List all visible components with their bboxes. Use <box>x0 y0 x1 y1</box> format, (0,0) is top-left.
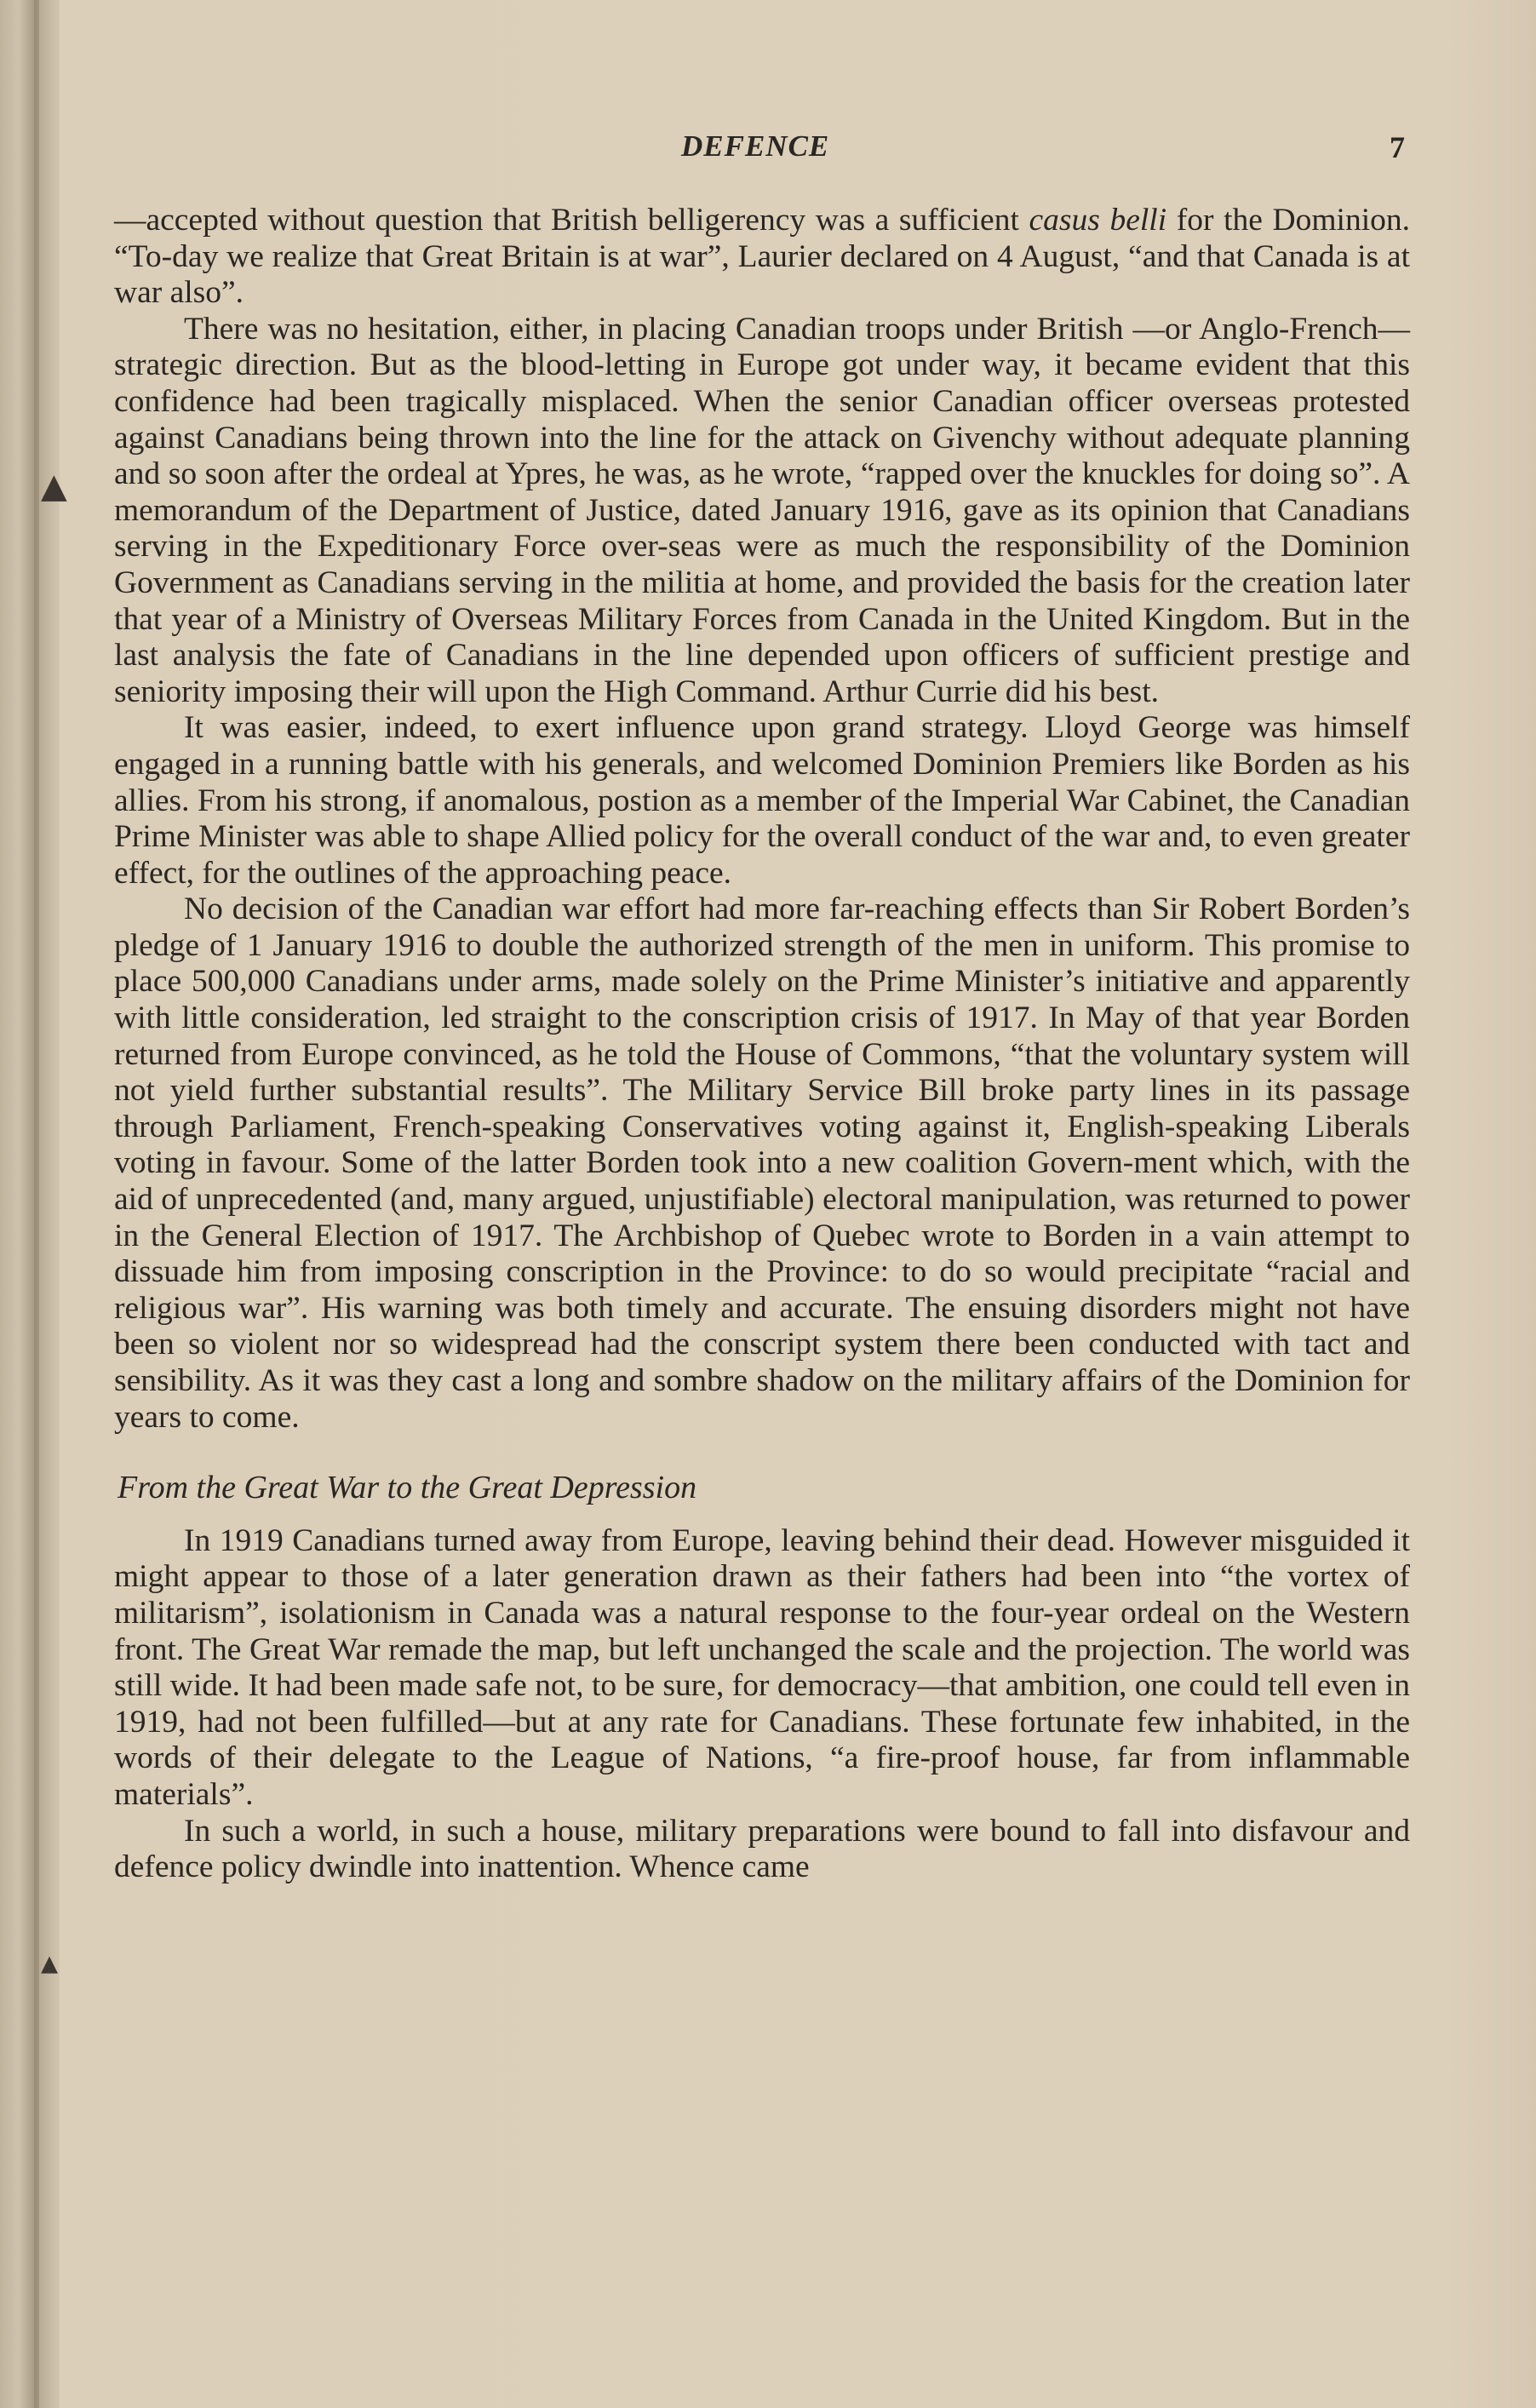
page-number: 7 <box>1390 130 1405 164</box>
paragraph: In 1919 Canadians turned away from Europe, leaving behind their dead. However misguided it might appear to those of a later generation drawn as their fathers had been into “the vortex of militarism”, isolationism in Canada was a natural response to the four-year ordeal on the Western front. The Great War remade the map, but left unchanged the scale and the projection. The world was still wide. It had been made safe not, to be sure, for democracy—that ambition, one could tell even in 1919, had not been fulfilled—but at any rate for Canadians. These fortunate few inhabited, in the words of their delegate to the League of Nations, “a fire-proof house, far from inflammable materials”. <box>114 1522 1410 1812</box>
latin-phrase: casus belli <box>1029 203 1167 238</box>
binding-mark-icon: ▲ <box>41 467 67 506</box>
paragraph: No decision of the Canadian war effort had more far-reaching effects than Sir Robert Borden’s pledge of 1 January 1916 to double the authorized strength of the men in uniform. This promise to place 500,000 Canadians under arms, made solely on the Prime Minister’s initiative and apparently with little consideration, led straight to the conscription crisis of 1917. In May of that year Borden returned from Europe convinced, as he told the House of Commons, “that the voluntary system will not yield further substantial results”. The Military Service Bill broke party lines in its passage through Parliament, French-speaking Conservatives voting against it, English-speaking Liberals voting in favour. Some of the latter Borden took into a new coalition Govern-ment which, with the aid of unprecedented (and, many argued, unjustifiable) electoral manipulation, was returned to power in the General Election of 1917. The Archbishop of Quebec wrote to Borden in a vain attempt to dissuade him from imposing conscription in the Province: to do so would precipitate “racial and religious war”. His warning was both timely and accurate. The ensuing disorders might not have been so violent nor so widespread had the conscript system there been conducted with tact and sensibility. As it was they cast a long and sombre shadow on the military affairs of the Dominion for years to come. <box>114 892 1410 1435</box>
page-header <box>0 129 1536 172</box>
paragraph: In such a world, in such a house, military preparations were bound to fall into disfavour and defence policy dwindle into inattention. Whence came <box>114 1813 1410 1885</box>
running-head: DEFENCE <box>681 129 830 163</box>
paragraph: It was easier, indeed, to exert influence upon grand strategy. Lloyd George was himself engaged in a running battle with his generals, and welcomed Dominion Premiers like Borden as his allies. From his strong, if anomalous, postion as a member of the Imperial War Cabinet, the Canadian Prime Minister was able to shape Allied policy for the overall conduct of the war and, to even greater effect, for the outlines of the approaching peace. <box>114 710 1410 891</box>
book-spine <box>0 0 60 2408</box>
section-heading: From the Great War to the Great Depression <box>117 1470 697 1506</box>
paragraph: There was no hesitation, either, in placing Canadian troops under British —or Anglo-French—strategic direction. But as the blood-letting in Europe got under way, it became evident that this confidence had been tragically misplaced. When the senior Canadian officer overseas protested against Canadians being thrown into the line for the attack on Givenchy without adequate planning and so soon after the ordeal at Ypres, he was, as he wrote, “rapped over the knuckles for doing so”. A memorandum of the Department of Justice, dated January 1916, gave as its opinion that Canadians serving in the Expeditionary Force over-seas were as much the responsibility of the Dominion Government as Canadians serving in the militia at home, and provided the basis for the creation later that year of a Ministry of Overseas Military Forces from Canada in the United Kingdom. But in the last analysis the fate of Canadians in the line depended upon officers of sufficient prestige and seniority imposing their will upon the High Command. Arthur Currie did his best. <box>114 311 1410 709</box>
spine-crease <box>34 0 39 2408</box>
binding-mark-icon: ▴ <box>41 1943 59 1982</box>
paragraph: —accepted without question that British belligerency was a sufficient casus belli for the Dominion. “To-day we realize that Great Britain is at war”, Laurier declared on 4 August, “and that Canada is at war also”. <box>114 203 1410 311</box>
body-text <box>114 203 1410 1886</box>
